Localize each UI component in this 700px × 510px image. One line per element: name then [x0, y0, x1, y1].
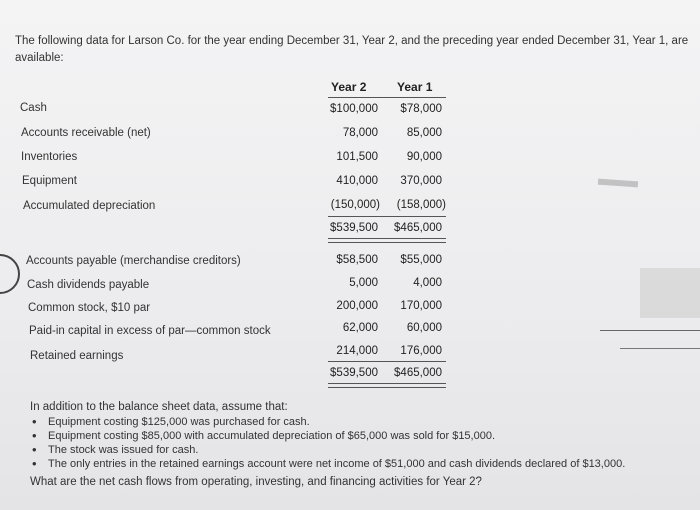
year2-value: 200,000 — [336, 300, 378, 312]
assets-total-year2: $539,500 — [330, 222, 378, 234]
photo-edge-line — [620, 348, 700, 349]
year1-value: $55,000 — [400, 254, 442, 266]
list-item: • The stock was issued for cash. — [30, 443, 625, 457]
header-rule — [328, 97, 446, 98]
year1-value: $78,000 — [400, 103, 442, 115]
photo-edge-line — [600, 330, 700, 331]
year2-value: $100,000 — [330, 103, 378, 115]
year2-value: (150,000) — [330, 199, 380, 211]
double-rule — [328, 383, 446, 388]
row-label: Accumulated depreciation — [23, 200, 156, 212]
year2-value: 214,000 — [336, 345, 378, 357]
year1-value: 4,000 — [413, 277, 442, 289]
liabilities-total-year1: $465,000 — [394, 367, 442, 379]
subtotal-rule — [328, 216, 446, 217]
notes-list — [30, 415, 625, 471]
year2-value: 101,500 — [336, 151, 378, 163]
col-header-year1: Year 1 — [397, 80, 433, 94]
year2-value: 62,000 — [342, 322, 378, 334]
row-label: Retained earnings — [30, 350, 124, 362]
question-text: What are the net cash flows from operating, investing, and financing activities for Year 2? — [30, 476, 482, 488]
row-label: Accounts payable (merchandise creditors) — [26, 255, 241, 267]
col-header-year2: Year 2 — [331, 80, 367, 94]
subtotal-rule — [328, 361, 446, 362]
year1-value: 85,000 — [406, 127, 442, 139]
list-item: • Equipment costing $85,000 with accumulated depreciation of $65,000 was sold for $15,000. — [30, 429, 625, 443]
year1-value: 90,000 — [406, 151, 442, 163]
year1-value: (158,000) — [396, 199, 446, 211]
intro-text: The following data for Larson Co. for the year ending December 31, Year 2, and the preceding year ended December 31, Year 1, are available: — [15, 35, 689, 64]
year1-value: 170,000 — [400, 300, 442, 312]
row-label: Equipment — [22, 175, 77, 187]
notes-heading: In addition to the balance sheet data, assume that: — [30, 401, 288, 413]
row-label: Cash dividends payable — [27, 279, 150, 291]
row-label: Accounts receivable (net) — [21, 127, 151, 139]
row-label: Cash — [20, 102, 47, 114]
year1-value: 370,000 — [400, 175, 442, 187]
row-label: Common stock, $10 par — [28, 302, 151, 314]
year2-value: 5,000 — [349, 277, 378, 289]
row-label: Inventories — [21, 151, 78, 163]
photo-glare-mark — [640, 268, 700, 318]
row-label: Paid-in capital in excess of par—common stock — [29, 325, 271, 337]
year2-value: 410,000 — [336, 175, 378, 187]
liabilities-total-year2: $539,500 — [330, 367, 378, 379]
year1-value: 176,000 — [400, 345, 442, 357]
assets-total-year1: $465,000 — [394, 222, 442, 234]
list-item: • Equipment costing $125,000 was purchased for cash. — [30, 415, 625, 429]
double-rule — [328, 238, 446, 243]
photo-glare-mark — [598, 179, 638, 188]
year2-value: 78,000 — [342, 127, 378, 139]
list-item: • The only entries in the retained earnings account were net income of $51,000 and cash dividends declared of $13,000. — [30, 457, 625, 471]
year1-value: 60,000 — [406, 322, 442, 334]
year2-value: $58,500 — [336, 254, 378, 266]
page-hole-mark — [0, 254, 20, 294]
